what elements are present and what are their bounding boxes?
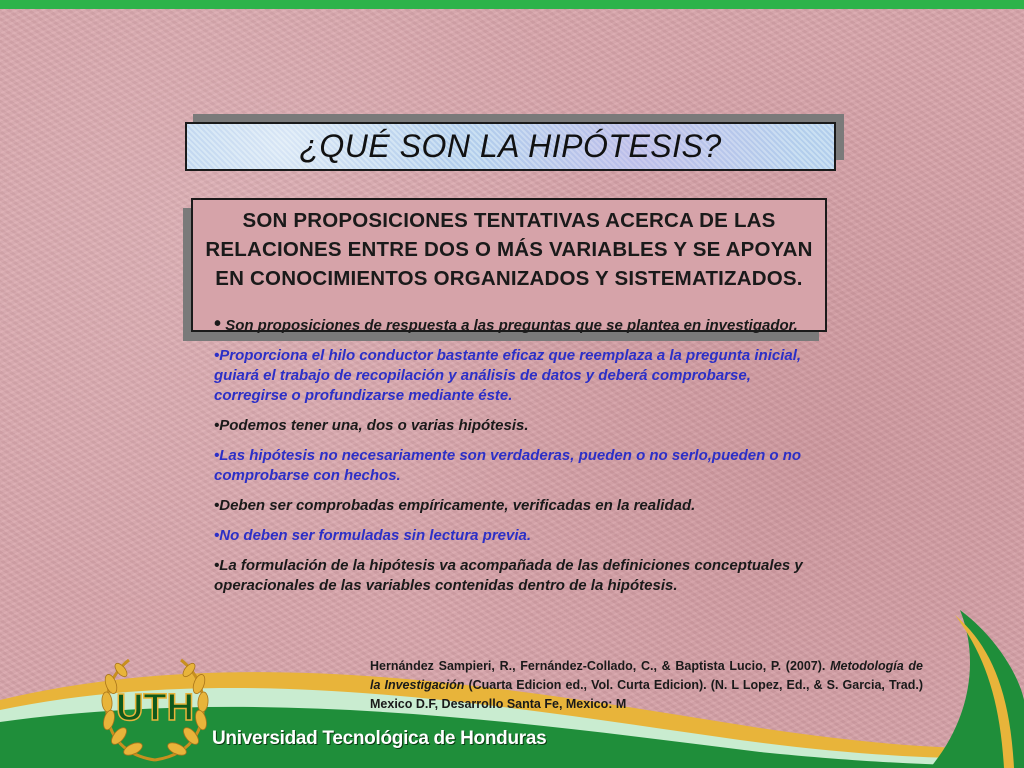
reference-book-title: Metodología de la Investigación: [370, 659, 923, 692]
slide-title: ¿QUÉ SON LA HIPÓTESIS?: [299, 128, 722, 164]
reference-authors: Hernández Sampieri, R., Fernández-Collado, C., & Baptista Lucio, P. (2007).: [370, 659, 831, 673]
bullet-item: •La formulación de la hipótesis va acompañada de las definiciones conceptuales y operacionales de las variables contenidas dentro de la hipótesis.: [214, 557, 803, 594]
logo-text: UTH: [115, 687, 195, 729]
bullet-item: •Podemos tener una, dos o varias hipótesis.: [214, 417, 529, 434]
bullet-text: Son proposiciones de respuesta a las preguntas que se plantea en investigador.: [225, 317, 798, 334]
reference-details: (Cuarta Edicion ed., Vol. Curta Edicion). (N. L Lopez, Ed., & S. Garcia, Trad.) Mexico D.F, Desarrollo Santa Fe, Mexico: M: [370, 678, 924, 711]
bullet-item: •Las hipótesis no necesariamente son verdaderas, pueden o no serlo,pueden o no comprobarse con hechos.: [214, 447, 802, 484]
bullet-item: •Deben ser comprobadas empíricamente, verificadas en la realidad.: [214, 497, 696, 514]
bullet-item: •Proporciona el hilo conductor bastante eficaz que reemplaza a la pregunta inicial, guiará el trabajo de recopilación y análisis de datos y deberá comprobarse, corregirse o profundizarse mediante éste.: [214, 347, 802, 404]
uth-logo: [95, 654, 215, 766]
university-name: Universidad Tecnológica de Honduras: [212, 728, 547, 749]
bullet-dot-icon: •: [214, 313, 222, 335]
bibliographic-reference: [370, 657, 923, 714]
definition-text: SON PROPOSICIONES TENTATIVAS ACERCA DE LAS RELACIONES ENTRE DOS O MÁS VARIABLES Y SE APOYAN EN CONOCIMIENTOS ORGANIZADOS Y SISTEMATIZADOS.: [205, 209, 813, 290]
bullet-item: •No deben ser formuladas sin lectura previa.: [214, 527, 532, 544]
